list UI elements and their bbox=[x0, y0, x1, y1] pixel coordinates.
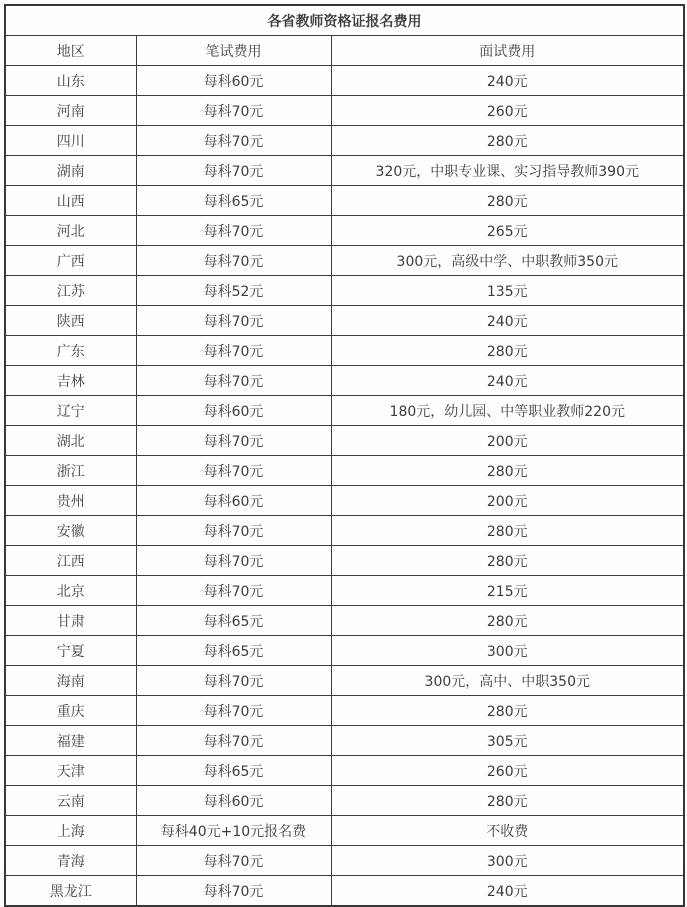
region-cell: 江西 bbox=[5, 546, 136, 576]
table-row bbox=[5, 786, 684, 816]
written-fee-cell: 每科60元 bbox=[136, 66, 331, 96]
table-row bbox=[5, 336, 684, 366]
interview-fee-cell: 240元 bbox=[331, 306, 684, 336]
interview-fee-cell: 200元 bbox=[331, 486, 684, 516]
interview-fee-cell: 260元 bbox=[331, 756, 684, 786]
table-row bbox=[5, 576, 684, 606]
table-row bbox=[5, 696, 684, 726]
region-cell: 广西 bbox=[5, 246, 136, 276]
table-row bbox=[5, 846, 684, 876]
written-fee-cell: 每科60元 bbox=[136, 786, 331, 816]
region-cell: 青海 bbox=[5, 846, 136, 876]
interview-fee-cell: 280元 bbox=[331, 456, 684, 486]
region-cell: 山西 bbox=[5, 186, 136, 216]
written-fee-cell: 每科70元 bbox=[136, 246, 331, 276]
table-row bbox=[5, 426, 684, 456]
interview-fee-cell: 265元 bbox=[331, 216, 684, 246]
interview-fee-cell: 280元 bbox=[331, 336, 684, 366]
table-row bbox=[5, 516, 684, 546]
table-row bbox=[5, 756, 684, 786]
table-row bbox=[5, 156, 684, 186]
table-row bbox=[5, 126, 684, 156]
fees-table bbox=[4, 4, 685, 907]
written-fee-cell: 每科70元 bbox=[136, 156, 331, 186]
region-cell: 云南 bbox=[5, 786, 136, 816]
written-fee-cell: 每科70元 bbox=[136, 96, 331, 126]
interview-fee-cell: 280元 bbox=[331, 606, 684, 636]
interview-fee-cell: 300元 bbox=[331, 636, 684, 666]
region-cell: 福建 bbox=[5, 726, 136, 756]
region-cell: 黑龙江 bbox=[5, 876, 136, 907]
interview-fee-cell: 180元，幼儿园、中等职业教师220元 bbox=[331, 396, 684, 426]
interview-fee-cell: 300元，高中、中职350元 bbox=[331, 666, 684, 696]
written-fee-cell: 每科65元 bbox=[136, 756, 331, 786]
written-fee-cell: 每科70元 bbox=[136, 366, 331, 396]
table-row bbox=[5, 636, 684, 666]
written-fee-cell: 每科70元 bbox=[136, 456, 331, 486]
table-row bbox=[5, 246, 684, 276]
table-row bbox=[5, 96, 684, 126]
table-row bbox=[5, 606, 684, 636]
region-cell: 辽宁 bbox=[5, 396, 136, 426]
interview-fee-cell: 135元 bbox=[331, 276, 684, 306]
interview-fee-cell: 240元 bbox=[331, 66, 684, 96]
table-row bbox=[5, 306, 684, 336]
header-row bbox=[5, 36, 684, 66]
region-cell: 河北 bbox=[5, 216, 136, 246]
table-title: 各省教师资格证报名费用 bbox=[5, 5, 684, 36]
written-fee-cell: 每科70元 bbox=[136, 666, 331, 696]
written-fee-cell: 每科60元 bbox=[136, 486, 331, 516]
written-fee-cell: 每科65元 bbox=[136, 636, 331, 666]
region-cell: 上海 bbox=[5, 816, 136, 846]
interview-fee-cell: 200元 bbox=[331, 426, 684, 456]
table-row bbox=[5, 186, 684, 216]
table-row bbox=[5, 876, 684, 907]
interview-fee-cell: 280元 bbox=[331, 516, 684, 546]
interview-fee-column-header: 面试费用 bbox=[331, 36, 684, 66]
region-cell: 贵州 bbox=[5, 486, 136, 516]
table-row bbox=[5, 546, 684, 576]
table-row bbox=[5, 276, 684, 306]
interview-fee-cell: 280元 bbox=[331, 186, 684, 216]
written-fee-cell: 每科70元 bbox=[136, 126, 331, 156]
written-fee-cell: 每科60元 bbox=[136, 396, 331, 426]
interview-fee-cell: 240元 bbox=[331, 876, 684, 907]
region-cell: 四川 bbox=[5, 126, 136, 156]
region-cell: 甘肃 bbox=[5, 606, 136, 636]
region-cell: 天津 bbox=[5, 756, 136, 786]
written-fee-cell: 每科65元 bbox=[136, 186, 331, 216]
written-fee-cell: 每科70元 bbox=[136, 426, 331, 456]
region-cell: 浙江 bbox=[5, 456, 136, 486]
title-row bbox=[5, 5, 684, 36]
region-cell: 江苏 bbox=[5, 276, 136, 306]
region-cell: 北京 bbox=[5, 576, 136, 606]
interview-fee-cell: 280元 bbox=[331, 126, 684, 156]
written-fee-cell: 每科70元 bbox=[136, 516, 331, 546]
region-cell: 海南 bbox=[5, 666, 136, 696]
interview-fee-cell: 215元 bbox=[331, 576, 684, 606]
region-cell: 宁夏 bbox=[5, 636, 136, 666]
interview-fee-cell: 不收费 bbox=[331, 816, 684, 846]
interview-fee-cell: 280元 bbox=[331, 696, 684, 726]
written-fee-cell: 每科70元 bbox=[136, 576, 331, 606]
table-row bbox=[5, 486, 684, 516]
region-cell: 广东 bbox=[5, 336, 136, 366]
written-fee-cell: 每科70元 bbox=[136, 696, 331, 726]
region-cell: 吉林 bbox=[5, 366, 136, 396]
table-row bbox=[5, 456, 684, 486]
interview-fee-cell: 305元 bbox=[331, 726, 684, 756]
written-fee-cell: 每科52元 bbox=[136, 276, 331, 306]
region-cell: 陕西 bbox=[5, 306, 136, 336]
region-column-header: 地区 bbox=[5, 36, 136, 66]
written-fee-cell: 每科65元 bbox=[136, 606, 331, 636]
interview-fee-cell: 320元，中职专业课、实习指导教师390元 bbox=[331, 156, 684, 186]
written-fee-column-header: 笔试费用 bbox=[136, 36, 331, 66]
region-cell: 湖南 bbox=[5, 156, 136, 186]
region-cell: 安徽 bbox=[5, 516, 136, 546]
written-fee-cell: 每科70元 bbox=[136, 306, 331, 336]
table-row bbox=[5, 816, 684, 846]
written-fee-cell: 每科70元 bbox=[136, 216, 331, 246]
region-cell: 湖北 bbox=[5, 426, 136, 456]
interview-fee-cell: 300元，高级中学、中职教师350元 bbox=[331, 246, 684, 276]
written-fee-cell: 每科70元 bbox=[136, 336, 331, 366]
interview-fee-cell: 280元 bbox=[331, 786, 684, 816]
table-row bbox=[5, 66, 684, 96]
table-row bbox=[5, 396, 684, 426]
written-fee-cell: 每科70元 bbox=[136, 846, 331, 876]
interview-fee-cell: 260元 bbox=[331, 96, 684, 126]
table-row bbox=[5, 366, 684, 396]
written-fee-cell: 每科70元 bbox=[136, 726, 331, 756]
region-cell: 重庆 bbox=[5, 696, 136, 726]
table-row bbox=[5, 726, 684, 756]
table-row bbox=[5, 666, 684, 696]
table-row bbox=[5, 216, 684, 246]
interview-fee-cell: 240元 bbox=[331, 366, 684, 396]
interview-fee-cell: 300元 bbox=[331, 846, 684, 876]
region-cell: 山东 bbox=[5, 66, 136, 96]
written-fee-cell: 每科40元+10元报名费 bbox=[136, 816, 331, 846]
written-fee-cell: 每科70元 bbox=[136, 876, 331, 907]
written-fee-cell: 每科70元 bbox=[136, 546, 331, 576]
region-cell: 河南 bbox=[5, 96, 136, 126]
interview-fee-cell: 280元 bbox=[331, 546, 684, 576]
